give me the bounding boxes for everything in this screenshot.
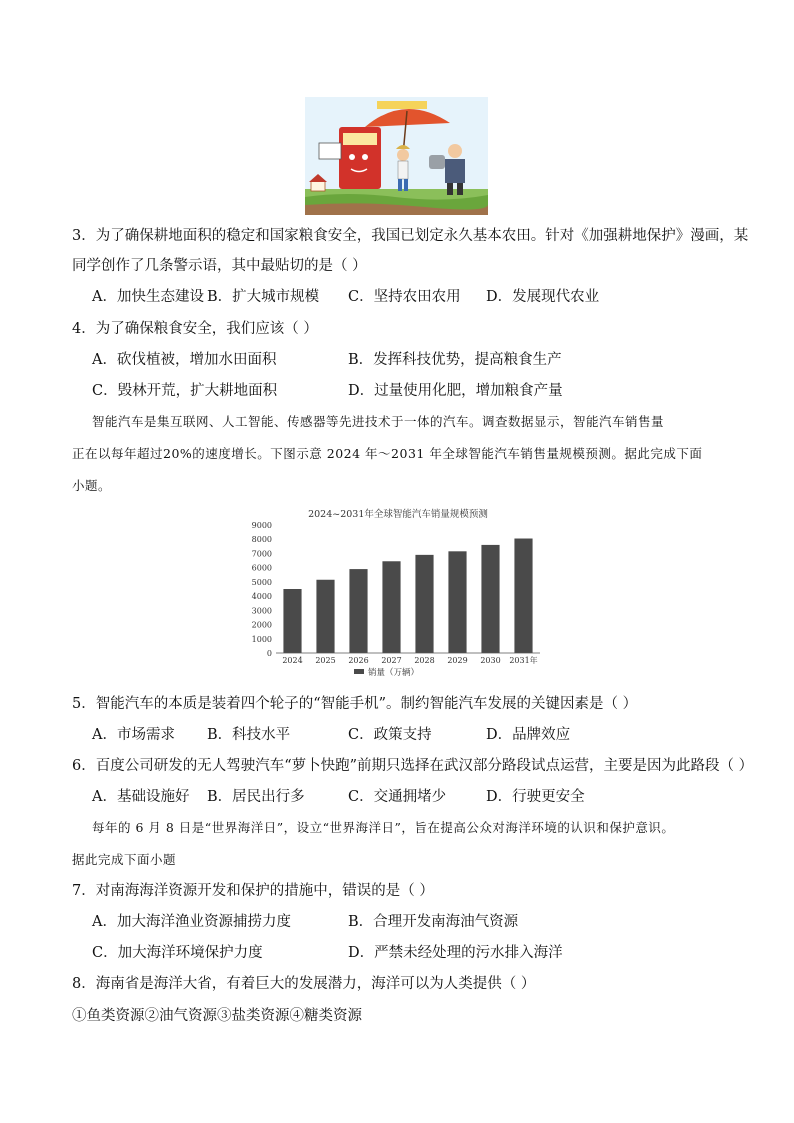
y-tick-label: 7000 bbox=[251, 549, 272, 559]
x-tick-label: 2026 bbox=[348, 656, 369, 665]
y-axis bbox=[252, 521, 272, 658]
x-tick-label: 2027 bbox=[381, 656, 402, 665]
bar bbox=[481, 545, 499, 653]
q8-items: ①鱼类资源②油气资源③盐类资源④糖类资源 bbox=[72, 1008, 362, 1024]
q3-option-b[interactable]: B．扩大城市规模 bbox=[207, 289, 320, 305]
q5-option-b[interactable]: B．科技水平 bbox=[207, 727, 291, 743]
q4-option-c[interactable]: C．毁林开荒，扩大耕地面积 bbox=[92, 383, 278, 399]
y-tick-label: 2000 bbox=[251, 620, 272, 630]
q7-stem: 7．对南海海洋资源开发和保护的措施中，错误的是（ ） bbox=[72, 883, 434, 899]
x-axis bbox=[276, 653, 540, 665]
bar bbox=[448, 551, 466, 653]
bar bbox=[382, 561, 400, 653]
q7-option-d[interactable]: D．严禁未经处理的污水排入海洋 bbox=[348, 945, 563, 961]
q5-option-d[interactable]: D．品牌效应 bbox=[486, 727, 571, 743]
q5-option-a[interactable]: A．市场需求 bbox=[92, 727, 175, 743]
q3-option-a[interactable]: A．加快生态建设 bbox=[92, 289, 204, 305]
bar bbox=[316, 580, 334, 653]
bar bbox=[349, 569, 367, 653]
bar bbox=[514, 539, 532, 653]
q6-option-b[interactable]: B．居民出行多 bbox=[207, 789, 305, 805]
y-tick-label: 1000 bbox=[251, 634, 272, 644]
x-tick-label: 2028 bbox=[414, 656, 435, 665]
q4-stem: 4．为了确保粮食安全，我们应该（ ） bbox=[72, 321, 318, 337]
legend-label: 销量（万辆） bbox=[368, 668, 420, 678]
q5-option-c[interactable]: C．政策支持 bbox=[348, 727, 432, 743]
y-tick-label: 8000 bbox=[251, 535, 272, 545]
passage2-line1: 每年的 6 月 8 日是“世界海洋日”，设立“世界海洋日”，旨在提高公众对海洋环境的认识和保护意识。 bbox=[92, 820, 675, 835]
q6-option-c[interactable]: C．交通拥堵少 bbox=[348, 789, 447, 805]
bars bbox=[283, 539, 532, 653]
passage2-line2: 据此完成下面小题 bbox=[72, 852, 177, 867]
bar bbox=[415, 555, 433, 653]
x-tick-label: 2025 bbox=[315, 656, 336, 665]
passage1-line2: 正在以每年超过20%的速度增长。下图示意 2024 年～2031 年全球智能汽车销售量规模预测。据此完成下面 bbox=[72, 446, 703, 461]
q3-option-d[interactable]: D．发展现代农业 bbox=[486, 289, 600, 305]
sales-forecast-chart bbox=[240, 503, 550, 683]
y-tick-label: 4000 bbox=[251, 592, 272, 602]
q8-stem: 8．海南省是海洋大省，有着巨大的发展潜力，海洋可以为人类提供（ ） bbox=[72, 976, 536, 992]
q4-option-d[interactable]: D．过量使用化肥，增加粮食产量 bbox=[348, 383, 563, 399]
x-tick-label: 2024 bbox=[282, 656, 303, 665]
q4-option-a[interactable]: A．砍伐植被，增加水田面积 bbox=[92, 352, 277, 368]
chart-title: 2024~2031年全球智能汽车销量规模预测 bbox=[308, 509, 488, 520]
q6-stem: 6．百度公司研发的无人驾驶汽车“萝卜快跑”前期只选择在武汉部分路段试点运营，主要是因为此路段（ ） bbox=[72, 758, 754, 774]
y-tick-label: 6000 bbox=[251, 563, 272, 573]
y-tick-label: 9000 bbox=[251, 521, 272, 530]
q6-option-a[interactable]: A．基础设施好 bbox=[92, 789, 190, 805]
x-tick-label: 2029 bbox=[447, 656, 468, 665]
farmland-protection-cartoon bbox=[305, 97, 488, 215]
bar bbox=[283, 589, 301, 653]
q7-option-b[interactable]: B．合理开发南海油气资源 bbox=[348, 914, 519, 930]
q7-option-a[interactable]: A．加大海洋渔业资源捕捞力度 bbox=[92, 914, 291, 930]
q3-stem-line1: 3．为了确保耕地面积的稳定和国家粮食安全，我国已划定永久基本农田。针对《加强耕地保护》漫画，某 bbox=[72, 228, 749, 244]
chart-legend bbox=[354, 667, 419, 678]
q7-option-c[interactable]: C．加大海洋环境保护力度 bbox=[92, 945, 263, 961]
passage1-line1: 智能汽车是集互联网、人工智能、传感器等先进技术于一体的汽车。调查数据显示，智能汽车销售量 bbox=[92, 414, 665, 429]
x-tick-label: 2031年 bbox=[509, 656, 538, 665]
y-tick-label: 0 bbox=[266, 649, 272, 658]
y-tick-label: 3000 bbox=[251, 606, 272, 616]
q6-option-d[interactable]: D．行驶更安全 bbox=[486, 789, 585, 805]
q4-option-b[interactable]: B．发挥科技优势，提高粮食生产 bbox=[348, 352, 562, 368]
q5-stem: 5．智能汽车的本质是装着四个轮子的“智能手机”。制约智能汽车发展的关键因素是（ ） bbox=[72, 696, 638, 712]
q3-stem-line2: 同学创作了几条警示语，其中最贴切的是（ ） bbox=[72, 258, 367, 274]
x-tick-label: 2030 bbox=[480, 656, 501, 665]
passage1-line3: 小题。 bbox=[72, 478, 112, 493]
y-tick-label: 5000 bbox=[251, 577, 272, 587]
q3-option-c[interactable]: C．坚持农田农用 bbox=[348, 289, 461, 305]
legend-swatch bbox=[354, 669, 364, 674]
